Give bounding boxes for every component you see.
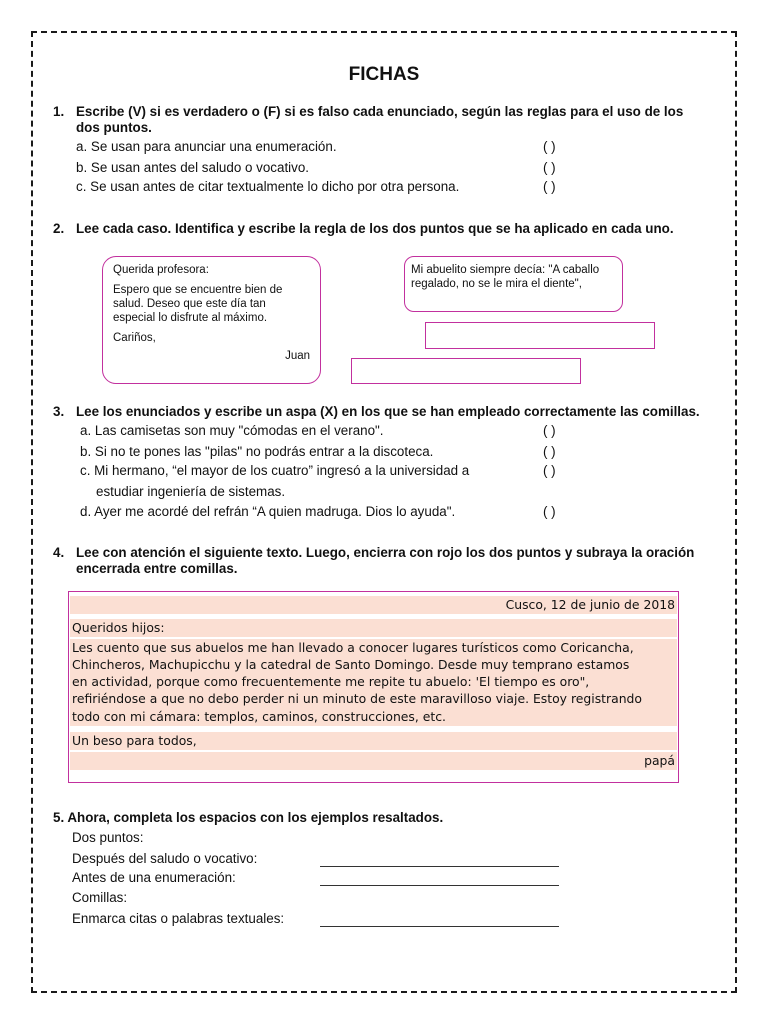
answer-box-letter[interactable] <box>351 358 581 384</box>
q3-answer-b[interactable]: ( ) <box>543 444 556 459</box>
q5-row-enumeracion: Antes de una enumeración: <box>72 870 236 885</box>
q1-answer-c[interactable]: ( ) <box>543 179 556 194</box>
q3-item-d: d. Ayer me acordé del refrán “A quien madruga. Dios lo ayuda". <box>80 504 456 519</box>
q2-instruction: Lee cada caso. Identifica y escribe la regla de los dos puntos que se ha aplicado en cada uno. <box>76 221 674 236</box>
q3-answer-d[interactable]: ( ) <box>543 504 556 519</box>
q5-row-dos-puntos: Dos puntos: <box>72 830 144 845</box>
letter-card-signature: Juan <box>285 350 310 362</box>
letter-signature: papá <box>70 752 677 770</box>
letter-card-body: Espero que se encuentre bien de salud. Deseo que este día tan especial lo disfrute al máximo. <box>113 284 283 324</box>
q3-instruction: Lee los enunciados y escribe un aspa (X) en los que se han empleado correctamente las comillas. <box>76 404 700 419</box>
q3-item-c: c. Mi hermano, “el mayor de los cuatro” ingresó a la universidad a <box>80 463 470 478</box>
q5-instruction: 5. Ahora, completa los espacios con los ejemplos resaltados. <box>53 810 444 825</box>
q1-item-a: a. Se usan para anunciar una enumeración. <box>76 139 337 154</box>
page-title: FICHAS <box>348 64 420 85</box>
q1-instruction-cont: dos puntos. <box>76 120 152 135</box>
q3-answer-c[interactable]: ( ) <box>543 463 556 478</box>
q5-row-saludo: Después del saludo o vocativo: <box>72 851 258 866</box>
q1-answer-b[interactable]: ( ) <box>543 160 556 175</box>
q3-item-a: a. Las camisetas son muy "cómodas en el verano". <box>80 423 384 438</box>
q1-instruction: Escribe (V) si es verdadero o (F) si es falso cada enunciado, según las reglas para el uso de los <box>76 104 684 119</box>
q1-item-b: b. Se usan antes del saludo o vocativo. <box>76 160 310 175</box>
letter-body-line: en actividad, porque como frecuentemente me repite tu abuelo: 'El tiempo es oro", <box>70 673 677 691</box>
q5-row-citas: Enmarca citas o palabras textuales: <box>72 911 285 926</box>
letter-greeting: Queridos hijos: <box>70 619 677 637</box>
q1-item-c: c. Se usan antes de citar textualmente lo dicho por otra persona. <box>76 179 460 194</box>
q4-number: 4. <box>53 545 65 560</box>
q2-number: 2. <box>53 221 65 236</box>
letter-closing: Un beso para todos, <box>70 732 677 750</box>
letter-date: Cusco, 12 de junio de 2018 <box>70 596 677 614</box>
letter-card-greeting: Querida profesora: <box>113 264 209 276</box>
q3-item-b: b. Si no te pones las "pilas" no podrás entrar a la discoteca. <box>80 444 434 459</box>
q4-instruction-cont: encerrada entre comillas. <box>76 561 238 576</box>
letter-body-line: refiriéndose a que no debo perder ni un minuto de este maravilloso viaje. Estoy registrando <box>70 690 677 708</box>
answer-line-enumeracion[interactable] <box>320 885 559 886</box>
q5-row-comillas: Comillas: <box>72 890 128 905</box>
letter-card <box>102 256 321 384</box>
answer-line-citas[interactable] <box>320 926 559 927</box>
q3-answer-a[interactable]: ( ) <box>543 423 556 438</box>
letter-body-line: Les cuento que sus abuelos me han llevado a conocer lugares turísticos como Coricancha, <box>70 639 677 657</box>
q1-number: 1. <box>53 104 65 119</box>
answer-box-quote[interactable] <box>425 322 655 349</box>
letter-body-line: todo con mi cámara: templos, caminos, construcciones, etc. <box>70 708 677 726</box>
quote-card-text: Mi abuelito siempre decía: "A caballo regalado, no se le mira el diente", <box>411 264 600 290</box>
answer-line-saludo[interactable] <box>320 866 559 867</box>
q1-answer-a[interactable]: ( ) <box>543 139 556 154</box>
letter-card-closing: Cariños, <box>113 332 156 344</box>
q3-number: 3. <box>53 404 65 419</box>
letter-body-line: Chincheros, Machupicchu y la catedral de Santo Domingo. Desde muy temprano estamos <box>70 656 677 674</box>
quote-card <box>404 256 623 312</box>
q3-item-c-cont: estudiar ingeniería de sistemas. <box>96 484 286 499</box>
q4-instruction: Lee con atención el siguiente texto. Luego, encierra con rojo los dos puntos y subraya la oración <box>76 545 695 560</box>
